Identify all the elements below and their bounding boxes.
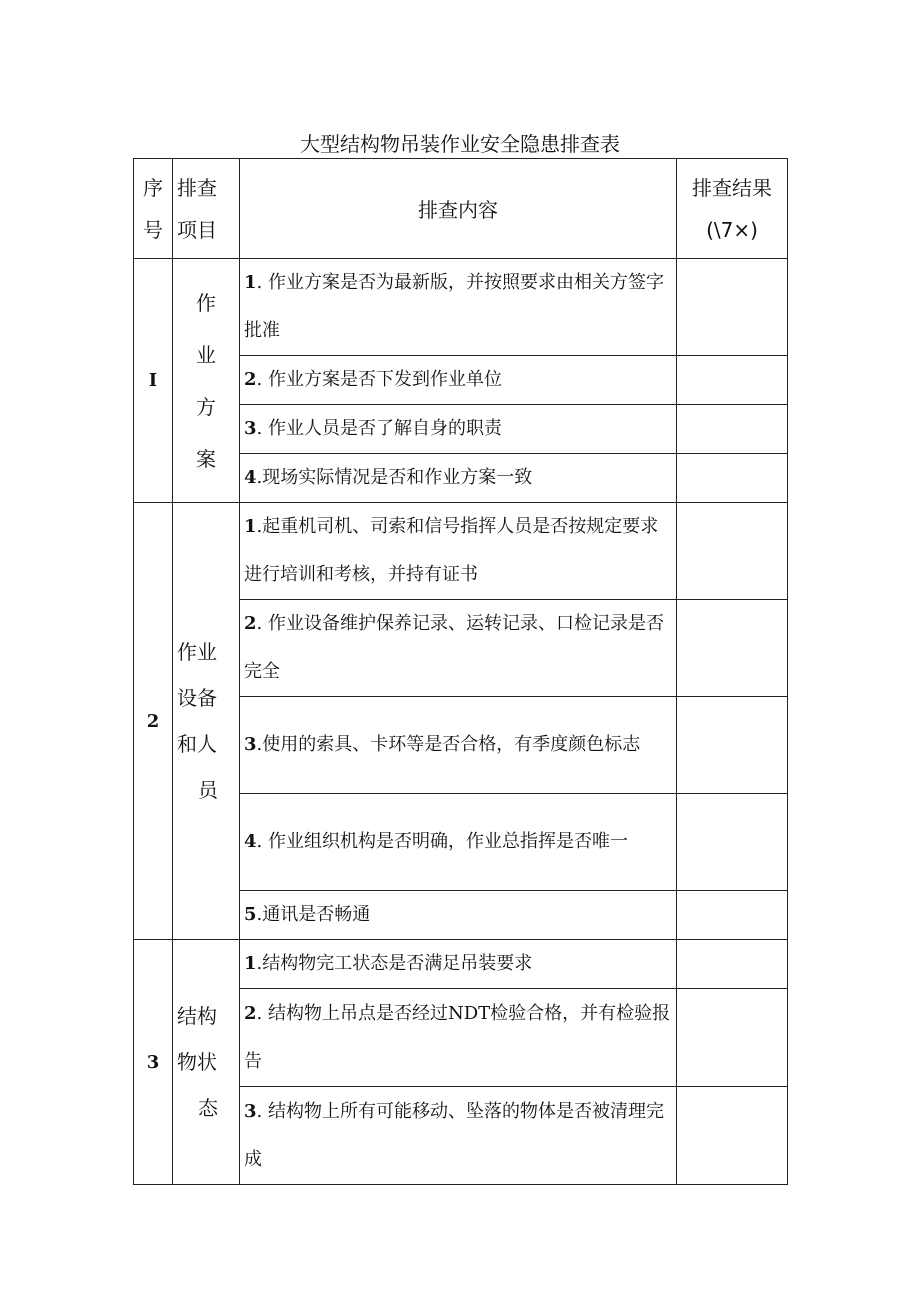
table-row (134, 503, 788, 600)
inspection-table (133, 158, 788, 1185)
result-cell[interactable] (677, 356, 788, 405)
check-item: 1. 作业方案是否为最新版，并按照要求由相关方签字批准 (240, 259, 677, 356)
section-number: I (134, 259, 173, 503)
header-seq: 序 号 (134, 159, 173, 259)
check-item: 2. 作业方案是否下发到作业单位 (240, 356, 677, 405)
section-category: 结构 物状 态 (173, 940, 240, 1185)
section-number: 3 (134, 940, 173, 1185)
result-cell[interactable] (677, 259, 788, 356)
page-title: 大型结构物吊装作业安全隐患排查表 (300, 132, 620, 156)
result-cell[interactable] (677, 989, 788, 1087)
check-item: 1.结构物完工状态是否满足吊装要求 (240, 940, 677, 989)
result-cell[interactable] (677, 1087, 788, 1185)
result-cell[interactable] (677, 503, 788, 600)
section-category: 作 业 方 案 (173, 259, 240, 503)
result-cell[interactable] (677, 940, 788, 989)
result-cell[interactable] (677, 697, 788, 794)
check-item: 3.使用的索具、卡环等是否合格，有季度颜色标志 (240, 697, 677, 794)
result-cell[interactable] (677, 794, 788, 891)
table-row (134, 259, 788, 356)
result-cell[interactable] (677, 405, 788, 454)
check-item: 4. 作业组织机构是否明确，作业总指挥是否唯一 (240, 794, 677, 891)
check-item: 2. 作业设备维护保养记录、运转记录、口检记录是否完全 (240, 600, 677, 697)
check-item: 4.现场实际情况是否和作业方案一致 (240, 454, 677, 503)
result-cell[interactable] (677, 891, 788, 940)
check-item: 3. 结构物上所有可能移动、坠落的物体是否被清理完成 (240, 1087, 677, 1185)
check-item: 2. 结构物上吊点是否经过NDT检验合格，并有检验报告 (240, 989, 677, 1087)
check-item: 1.起重机司机、司索和信号指挥人员是否按规定要求进行培训和考核，并持有证书 (240, 503, 677, 600)
section-category: 作业 设备 和人 员 (173, 503, 240, 940)
check-item: 3. 作业人员是否了解自身的职责 (240, 405, 677, 454)
header-row (134, 159, 788, 259)
result-cell[interactable] (677, 454, 788, 503)
table-row (134, 940, 788, 989)
result-cell[interactable] (677, 600, 788, 697)
header-result: 排查结果 (\7×) (677, 159, 788, 259)
section-number: 2 (134, 503, 173, 940)
check-item: 5.通讯是否畅通 (240, 891, 677, 940)
header-content: 排查内容 (240, 159, 677, 259)
header-item: 排查 项目 (173, 159, 240, 259)
